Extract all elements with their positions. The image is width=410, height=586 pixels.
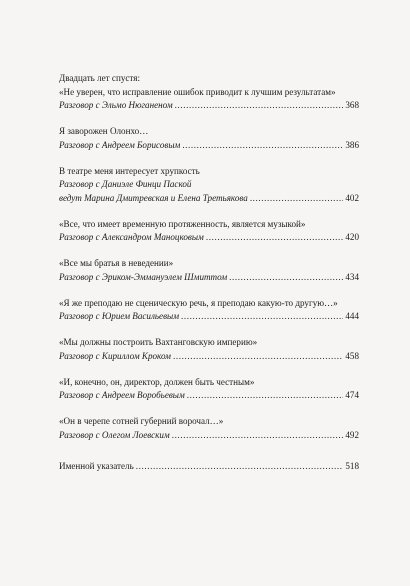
toc-entry bbox=[59, 376, 359, 403]
toc-entry bbox=[59, 336, 359, 363]
toc-entry bbox=[59, 257, 359, 284]
leader-dots bbox=[136, 460, 344, 474]
toc-link[interactable] bbox=[59, 192, 359, 206]
toc-entry bbox=[59, 125, 359, 152]
toc-link[interactable] bbox=[59, 310, 359, 324]
leader-dots bbox=[229, 271, 343, 285]
entry-title-line: «Не уверен, что исправление ошибок приводит к лучшим результатам» bbox=[59, 86, 336, 97]
toc-link[interactable] bbox=[59, 350, 359, 364]
toc-link[interactable] bbox=[59, 99, 359, 113]
page-number: 386 bbox=[345, 139, 359, 150]
page-number: 458 bbox=[345, 350, 359, 361]
entry-title-line: Двадцать лет спустя: bbox=[59, 73, 140, 83]
page-number: 474 bbox=[345, 390, 359, 400]
leader-dots bbox=[172, 429, 344, 443]
toc-link[interactable] bbox=[59, 389, 359, 403]
page-number: 518 bbox=[345, 461, 359, 471]
entry-title-line: «И, конечно, он, директор, должен быть честным» bbox=[59, 376, 255, 387]
table-of-contents bbox=[59, 72, 359, 486]
entry-title-line: «Мы должны построить Вахтанговскую империю» bbox=[59, 337, 258, 347]
toc-entry bbox=[59, 415, 359, 442]
entry-subtitle: Разговор с Эриком-Эммануэлем Шмиттом bbox=[59, 271, 228, 282]
leader-dots bbox=[187, 389, 344, 403]
toc-link[interactable] bbox=[59, 429, 359, 443]
index-label: Именной указатель bbox=[59, 461, 134, 471]
toc-entry-index bbox=[59, 460, 359, 474]
entry-subtitle: Разговор с Эльмо Нюганеном bbox=[59, 100, 173, 110]
page-number: 420 bbox=[345, 232, 359, 242]
page-number: 368 bbox=[345, 100, 359, 110]
page-number: 434 bbox=[345, 271, 359, 282]
page-number: 402 bbox=[345, 192, 359, 203]
page-number: 444 bbox=[345, 311, 359, 321]
toc-entry bbox=[59, 218, 359, 245]
leader-dots bbox=[250, 192, 344, 206]
toc-link[interactable] bbox=[59, 139, 359, 153]
leader-dots bbox=[181, 310, 343, 324]
entry-subtitle: Разговор с Олегом Лоевским bbox=[59, 429, 170, 440]
entry-subtitle: Разговор с Андреем Воробьевым bbox=[59, 390, 185, 400]
toc-link[interactable] bbox=[59, 231, 359, 245]
entry-subtitle: Разговор с Кириллом Кроком bbox=[59, 350, 171, 361]
entry-subtitle: ведут Марина Дмитревская и Елена Третьякова bbox=[59, 192, 248, 203]
leader-dots bbox=[182, 139, 343, 153]
entry-title-line: «Он в черепе сотней губерний ворочал…» bbox=[59, 416, 224, 426]
toc-link[interactable] bbox=[59, 271, 359, 285]
entry-title-line: В театре меня интересует хрупкость bbox=[59, 165, 200, 176]
leader-dots bbox=[206, 231, 344, 245]
page-number: 492 bbox=[345, 429, 359, 440]
entry-title-line: Я заворожен Олонхо… bbox=[59, 126, 149, 136]
toc-entry bbox=[59, 72, 359, 113]
entry-title-line: «Все мы братья в неведении» bbox=[59, 258, 174, 268]
toc-entry bbox=[59, 297, 359, 324]
entry-subtitle-line: Разговор с Даниэле Финци Паской bbox=[59, 179, 192, 189]
entry-subtitle: Разговор с Александром Маноцковым bbox=[59, 232, 204, 242]
entry-subtitle: Разговор с Юрием Васильевым bbox=[59, 311, 180, 321]
toc-entry bbox=[59, 165, 359, 206]
entry-title-line: «Все, что имеет временную протяженность, является музыкой» bbox=[59, 218, 306, 229]
entry-subtitle: Разговор с Андреем Борисовым bbox=[59, 139, 181, 150]
leader-dots bbox=[173, 350, 343, 364]
leader-dots bbox=[175, 99, 344, 113]
entry-title-line: «Я же преподаю не сценическую речь, я преподаю какую-то другую…» bbox=[59, 297, 338, 308]
toc-link-index[interactable] bbox=[59, 460, 359, 474]
